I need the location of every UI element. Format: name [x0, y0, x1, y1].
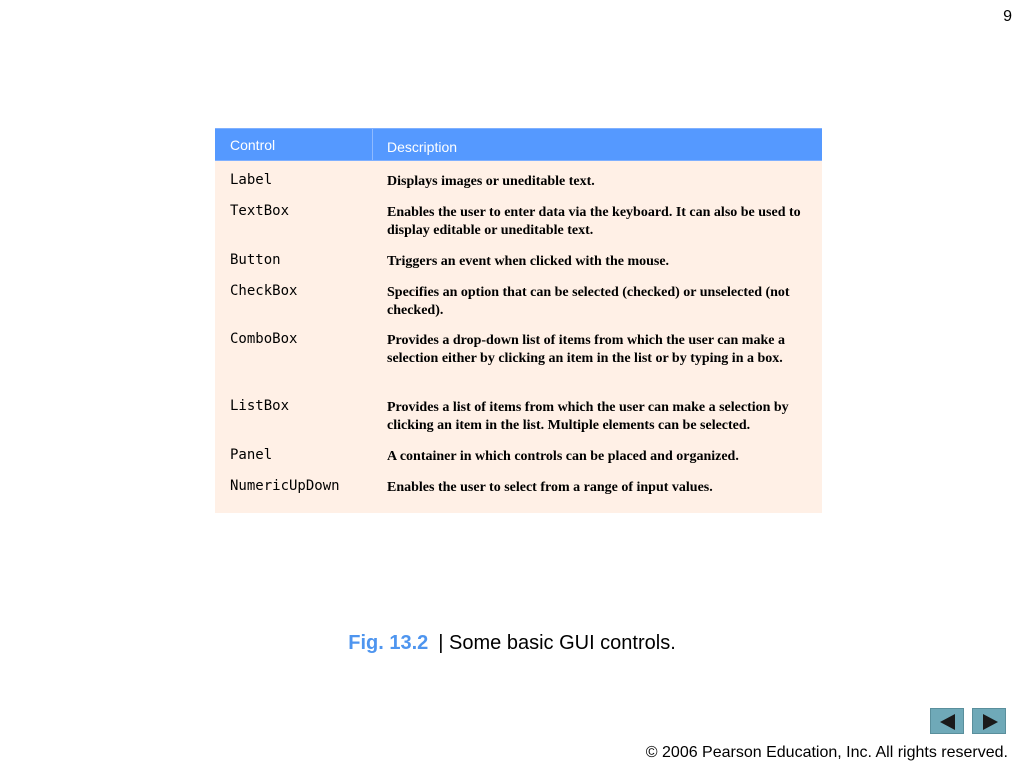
control-name: Panel [230, 447, 273, 463]
figure-caption [0, 632, 1024, 655]
control-description: Triggers an event when clicked with the mouse. [387, 254, 670, 269]
caption-text: | Some basic GUI controls. [438, 632, 676, 654]
control-name: Button [230, 252, 281, 268]
control-description: Provides a drop-down list of items from which the user can make a selection either by clicking an item in the list or by typing in a box. [387, 333, 785, 366]
table-header [215, 128, 822, 161]
control-description: Enables the user to enter data via the keyboard. It can also be used to display editable or uneditable text. [387, 205, 801, 238]
control-name: ComboBox [230, 331, 298, 347]
header-divider [372, 129, 373, 160]
copyright-notice: © 2006 Pearson Education, Inc. All rights reserved. [645, 744, 1008, 761]
figure-label: Fig. 13.2 [348, 632, 429, 654]
triangle-right-icon [973, 709, 1007, 735]
next-slide-button[interactable] [972, 708, 1006, 734]
control-description: Specifies an option that can be selected (checked) or unselected (not checked). [387, 285, 790, 318]
controls-table [215, 128, 822, 513]
control-name: CheckBox [230, 283, 298, 299]
control-description: Provides a list of items from which the user can make a selection by clicking an item in the list. Multiple elements can be selected. [387, 400, 789, 433]
control-name: NumericUpDown [230, 478, 340, 494]
control-description: Displays images or uneditable text. [387, 174, 595, 189]
header-control: Control [230, 137, 276, 153]
control-name: ListBox [230, 398, 290, 414]
control-description: A container in which controls can be placed and organized. [387, 449, 739, 464]
control-name: Label [230, 172, 273, 188]
control-description: Enables the user to select from a range of input values. [387, 480, 713, 495]
previous-slide-button[interactable] [930, 708, 964, 734]
triangle-left-icon [931, 709, 965, 735]
header-description: Description [387, 139, 458, 155]
control-name: TextBox [230, 203, 290, 219]
page-number: 9 [1003, 8, 1012, 25]
